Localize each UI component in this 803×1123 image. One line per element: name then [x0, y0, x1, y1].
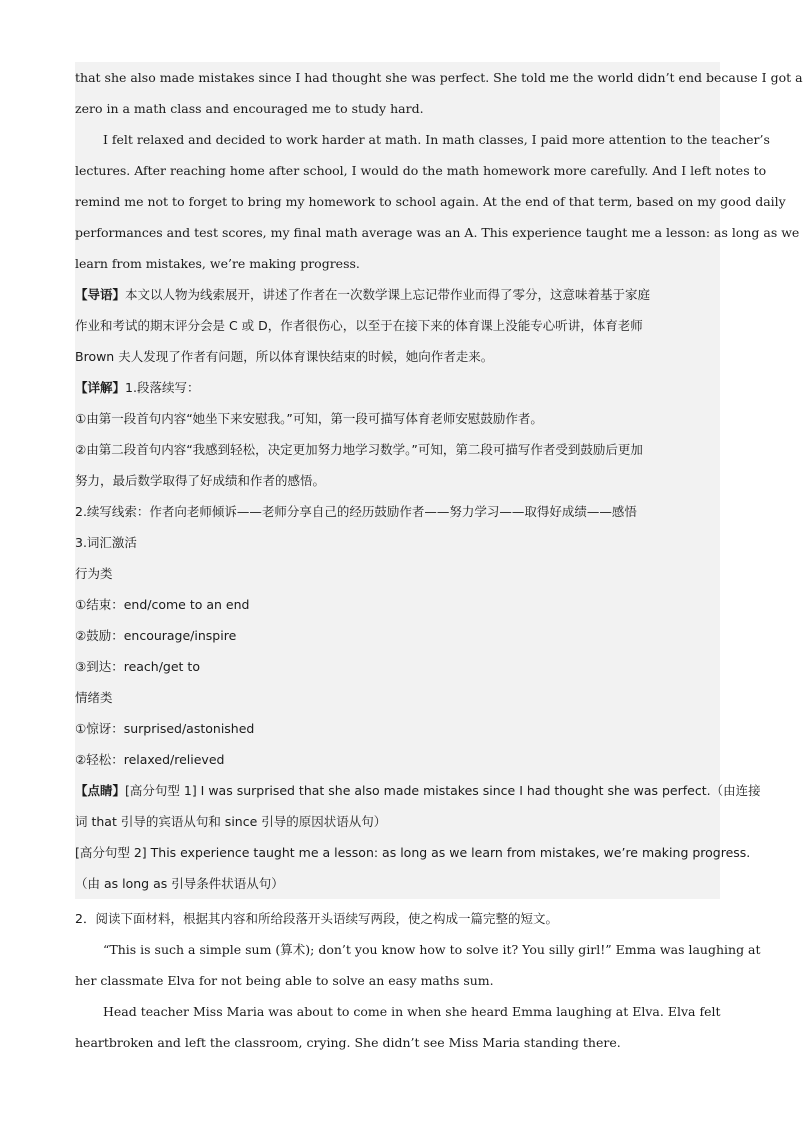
passage-line: remind me not to forget to bring my homework to school again. At the end of that term, based on my good daily [75, 194, 786, 209]
comment-line: （由 as long as 引导条件状语从句） [75, 876, 284, 891]
passage-line: that she also made mistakes since I had thought she was perfect. She told me the world didn’t end because I got a [75, 70, 803, 85]
guide-label: 【导语】 [75, 287, 126, 302]
behavior-item: ①结束：end/come to an end [75, 597, 250, 612]
emotion-item: ②轻松：relaxed/relieved [75, 752, 225, 767]
comment-text: [高分句型 1] I was surprised that she also made mistakes since I had thought she was perfect.（由连接 [125, 783, 761, 798]
passage-line: zero in a math class and encouraged me to study hard. [75, 101, 424, 116]
detail-item: 努力，最后数学取得了好成绩和作者的感悟。 [75, 473, 326, 488]
comment-line: 词 that 引导的宾语从句和 since 引导的原因状语从句） [75, 814, 387, 829]
question-para-line: her classmate Elva for not being able to solve an easy maths sum. [75, 973, 494, 988]
clue-line: 2.续写线索：作者向老师倾诉——老师分享自己的经历鼓励作者——努力学习——取得好成绩——感悟 [75, 504, 637, 519]
guide-text: 本文以人物为线索展开，讲述了作者在一次数学课上忘记带作业而得了零分，这意味着基于家庭 [125, 287, 651, 302]
passage-continuation [75, 62, 803, 279]
emotion-heading: 情绪类 [75, 690, 113, 705]
comment-label: 【点睛】 [75, 783, 126, 798]
behavior-heading: 行为类 [75, 566, 113, 581]
analysis-section [75, 279, 761, 899]
comment-line [75, 775, 761, 806]
vocab-heading: 3.词汇激活 [75, 535, 137, 550]
question-2 [75, 903, 761, 1058]
detail-heading: 1.段落续写： [125, 380, 200, 395]
question-para-line: heartbroken and left the classroom, crying. She didn’t see Miss Maria standing there. [75, 1035, 621, 1050]
passage-line: performances and test scores, my final math average was an A. This experience taught me a lesson: as long as we [75, 225, 800, 240]
passage-line: I felt relaxed and decided to work harder at math. In math classes, I paid more attention to the teacher’s [103, 132, 770, 147]
question-para-line: “This is such a simple sum (算术); don’t you know how to solve it? You silly girl!” Emma was laughing at [103, 942, 761, 957]
emotion-item: ①惊讶：surprised/astonished [75, 721, 255, 736]
guide-line: 作业和考试的期末评分会是 C 或 D，作者很伤心，以至于在接下来的体育课上没能专心听讲，体育老师 [75, 318, 643, 333]
question-para-line: Head teacher Miss Maria was about to come in when she heard Emma laughing at Elva. Elva felt [103, 1004, 721, 1019]
detail-label: 【详解】 [75, 380, 126, 395]
detail-item: ②由第二段首句内容“我感到轻松，决定更加努力地学习数学。”可知，第二段可描写作者受到鼓励后更加 [75, 442, 643, 457]
passage-line: learn from mistakes, we’re making progress. [75, 256, 360, 271]
question-instruction: 2．阅读下面材料，根据其内容和所给段落开头语续写两段，使之构成一篇完整的短文。 [75, 911, 558, 926]
behavior-item: ②鼓励：encourage/inspire [75, 628, 237, 643]
guide-line: Brown 夫人发现了作者有问题，所以体育课快结束的时候，她向作者走来。 [75, 349, 494, 364]
detail-line [75, 372, 720, 403]
comment-line: [高分句型 2] This experience taught me a lesson: as long as we learn from mistakes, we’re making progress. [75, 845, 751, 860]
detail-item: ①由第一段首句内容“她坐下来安慰我。”可知，第一段可描写体育老师安慰鼓励作者。 [75, 411, 543, 426]
behavior-item: ③到达：reach/get to [75, 659, 200, 674]
passage-line: lectures. After reaching home after school, I would do the math homework more carefully. And I left notes to [75, 163, 767, 178]
guide-line [75, 279, 720, 310]
